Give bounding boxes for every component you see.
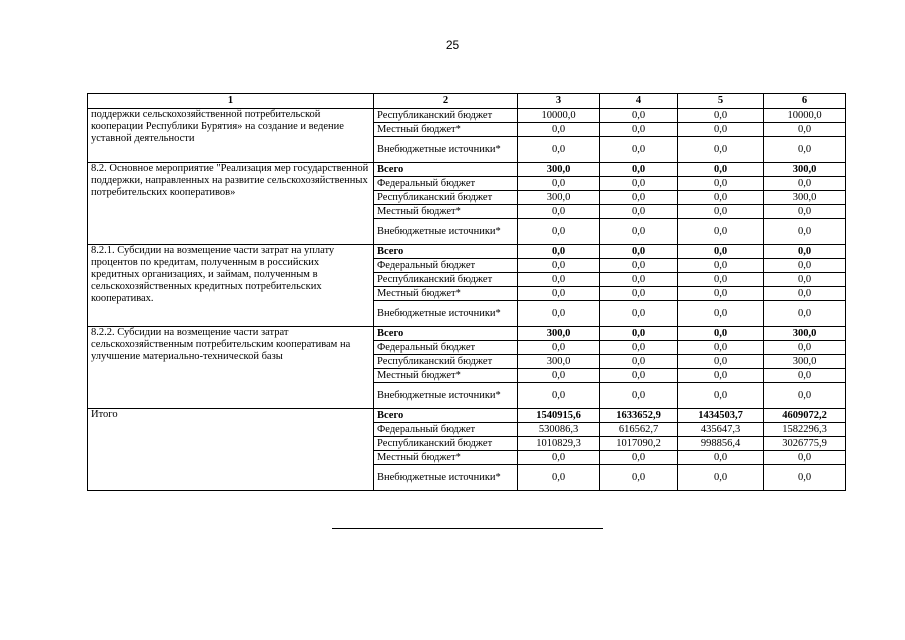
funding-source: Республиканский бюджет (374, 109, 518, 123)
amount-cell-v4: 0,0 (600, 219, 678, 245)
amount-cell-v5: 0,0 (678, 327, 764, 341)
funding-source: Внебюджетные источники* (374, 219, 518, 245)
column-header: 4 (600, 94, 678, 109)
amount-cell-v5: 0,0 (678, 163, 764, 177)
amount-cell-v6: 0,0 (764, 219, 846, 245)
amount-cell-v6: 0,0 (764, 259, 846, 273)
amount-cell-v5: 0,0 (678, 123, 764, 137)
amount-cell-v5: 0,0 (678, 259, 764, 273)
amount-cell-v4: 0,0 (600, 205, 678, 219)
funding-source: Федеральный бюджет (374, 423, 518, 437)
funding-source: Республиканский бюджет (374, 191, 518, 205)
page-number: 25 (445, 38, 460, 52)
amount-cell-v5: 0,0 (678, 287, 764, 301)
amount-cell-v5: 0,0 (678, 205, 764, 219)
amount-cell-v5: 0,0 (678, 219, 764, 245)
funding-source: Местный бюджет* (374, 451, 518, 465)
amount-cell-v3: 300,0 (518, 355, 600, 369)
amount-cell-v3: 300,0 (518, 327, 600, 341)
amount-cell-v3: 0,0 (518, 465, 600, 491)
amount-cell-v3: 0,0 (518, 259, 600, 273)
amount-cell-v3: 0,0 (518, 383, 600, 409)
amount-cell-v5: 0,0 (678, 301, 764, 327)
funding-source: Внебюджетные источники* (374, 383, 518, 409)
amount-cell-v4: 0,0 (600, 245, 678, 259)
funding-source: Местный бюджет* (374, 205, 518, 219)
budget-table (87, 93, 846, 491)
amount-cell-v3: 300,0 (518, 191, 600, 205)
measure-description: Итого (88, 409, 374, 491)
amount-cell-v4: 1633652,9 (600, 409, 678, 423)
amount-cell-v5: 0,0 (678, 355, 764, 369)
funding-source: Республиканский бюджет (374, 437, 518, 451)
table-row (88, 163, 846, 177)
amount-cell-v4: 0,0 (600, 327, 678, 341)
amount-cell-v3: 0,0 (518, 341, 600, 355)
amount-cell-v6: 0,0 (764, 205, 846, 219)
amount-cell-v6: 0,0 (764, 137, 846, 163)
amount-cell-v6: 0,0 (764, 341, 846, 355)
amount-cell-v6: 0,0 (764, 245, 846, 259)
amount-cell-v6: 300,0 (764, 327, 846, 341)
funding-source: Местный бюджет* (374, 369, 518, 383)
amount-cell-v5: 0,0 (678, 109, 764, 123)
amount-cell-v4: 616562,7 (600, 423, 678, 437)
funding-source: Местный бюджет* (374, 287, 518, 301)
amount-cell-v6: 0,0 (764, 301, 846, 327)
column-header: 5 (678, 94, 764, 109)
amount-cell-v5: 0,0 (678, 383, 764, 409)
amount-cell-v3: 0,0 (518, 451, 600, 465)
amount-cell-v4: 0,0 (600, 465, 678, 491)
funding-source: Всего (374, 163, 518, 177)
column-header: 3 (518, 94, 600, 109)
amount-cell-v5: 0,0 (678, 451, 764, 465)
amount-cell-v4: 0,0 (600, 177, 678, 191)
amount-cell-v3: 1540915,6 (518, 409, 600, 423)
amount-cell-v3: 0,0 (518, 219, 600, 245)
amount-cell-v4: 0,0 (600, 301, 678, 327)
funding-source: Федеральный бюджет (374, 177, 518, 191)
amount-cell-v4: 0,0 (600, 191, 678, 205)
amount-cell-v3: 300,0 (518, 163, 600, 177)
amount-cell-v5: 1434503,7 (678, 409, 764, 423)
amount-cell-v4: 0,0 (600, 123, 678, 137)
amount-cell-v4: 0,0 (600, 259, 678, 273)
amount-cell-v6: 300,0 (764, 163, 846, 177)
table-body (88, 109, 846, 491)
amount-cell-v3: 0,0 (518, 273, 600, 287)
amount-cell-v3: 0,0 (518, 245, 600, 259)
amount-cell-v4: 0,0 (600, 341, 678, 355)
amount-cell-v6: 4609072,2 (764, 409, 846, 423)
table-row (88, 245, 846, 259)
funding-source: Внебюджетные источники* (374, 137, 518, 163)
amount-cell-v4: 0,0 (600, 273, 678, 287)
funding-source: Республиканский бюджет (374, 355, 518, 369)
funding-source: Всего (374, 409, 518, 423)
funding-source: Местный бюджет* (374, 123, 518, 137)
measure-description: 8.2.1. Субсидии на возмещение части затрат на уплату процентов по кредитам, полученным в российских кредитных организациях, и займам, полученным в сельскохозяйственных кредитных потребительских кооперативах. (88, 245, 374, 327)
amount-cell-v6: 0,0 (764, 123, 846, 137)
amount-cell-v6: 0,0 (764, 451, 846, 465)
funding-source: Республиканский бюджет (374, 273, 518, 287)
amount-cell-v6: 0,0 (764, 273, 846, 287)
amount-cell-v3: 0,0 (518, 177, 600, 191)
funding-source: Внебюджетные источники* (374, 301, 518, 327)
amount-cell-v6: 300,0 (764, 191, 846, 205)
amount-cell-v4: 0,0 (600, 137, 678, 163)
amount-cell-v6: 3026775,9 (764, 437, 846, 451)
table-row (88, 109, 846, 123)
amount-cell-v5: 0,0 (678, 177, 764, 191)
amount-cell-v5: 435647,3 (678, 423, 764, 437)
amount-cell-v6: 0,0 (764, 369, 846, 383)
funding-source: Внебюджетные источники* (374, 465, 518, 491)
table-row (88, 409, 846, 423)
amount-cell-v6: 300,0 (764, 355, 846, 369)
funding-source: Федеральный бюджет (374, 259, 518, 273)
measure-description: 8.2. Основное мероприятие "Реализация мер государственной поддержки, направленных на развитие сельскохозяйственных потребительских кооперативов» (88, 163, 374, 245)
amount-cell-v4: 0,0 (600, 109, 678, 123)
amount-cell-v4: 1017090,2 (600, 437, 678, 451)
funding-source: Федеральный бюджет (374, 341, 518, 355)
amount-cell-v3: 10000,0 (518, 109, 600, 123)
amount-cell-v3: 1010829,3 (518, 437, 600, 451)
funding-source: Всего (374, 327, 518, 341)
amount-cell-v4: 0,0 (600, 163, 678, 177)
amount-cell-v5: 0,0 (678, 137, 764, 163)
amount-cell-v3: 0,0 (518, 301, 600, 327)
amount-cell-v5: 0,0 (678, 191, 764, 205)
amount-cell-v6: 10000,0 (764, 109, 846, 123)
amount-cell-v5: 998856,4 (678, 437, 764, 451)
amount-cell-v6: 1582296,3 (764, 423, 846, 437)
amount-cell-v3: 0,0 (518, 137, 600, 163)
amount-cell-v4: 0,0 (600, 383, 678, 409)
amount-cell-v4: 0,0 (600, 287, 678, 301)
amount-cell-v6: 0,0 (764, 287, 846, 301)
amount-cell-v6: 0,0 (764, 383, 846, 409)
funding-source: Всего (374, 245, 518, 259)
amount-cell-v4: 0,0 (600, 451, 678, 465)
amount-cell-v3: 0,0 (518, 369, 600, 383)
amount-cell-v5: 0,0 (678, 465, 764, 491)
amount-cell-v5: 0,0 (678, 341, 764, 355)
measure-description: 8.2.2. Субсидии на возмещение части затрат сельскохозяйственным потребительским кооперативам на улучшение материально-технической базы (88, 327, 374, 409)
column-header: 2 (374, 94, 518, 109)
column-header: 6 (764, 94, 846, 109)
amount-cell-v6: 0,0 (764, 465, 846, 491)
table-header-row (88, 94, 846, 109)
measure-description: поддержки сельскохозяйственной потребительской кооперации Республики Бурятия» на создание и ведение уставной деятельности (88, 109, 374, 163)
table-row (88, 327, 846, 341)
amount-cell-v3: 0,0 (518, 123, 600, 137)
amount-cell-v4: 0,0 (600, 369, 678, 383)
amount-cell-v3: 0,0 (518, 287, 600, 301)
column-header: 1 (88, 94, 374, 109)
amount-cell-v5: 0,0 (678, 273, 764, 287)
amount-cell-v3: 530086,3 (518, 423, 600, 437)
amount-cell-v5: 0,0 (678, 369, 764, 383)
footnote-separator-line (332, 528, 603, 529)
amount-cell-v3: 0,0 (518, 205, 600, 219)
amount-cell-v6: 0,0 (764, 177, 846, 191)
amount-cell-v4: 0,0 (600, 355, 678, 369)
amount-cell-v5: 0,0 (678, 245, 764, 259)
